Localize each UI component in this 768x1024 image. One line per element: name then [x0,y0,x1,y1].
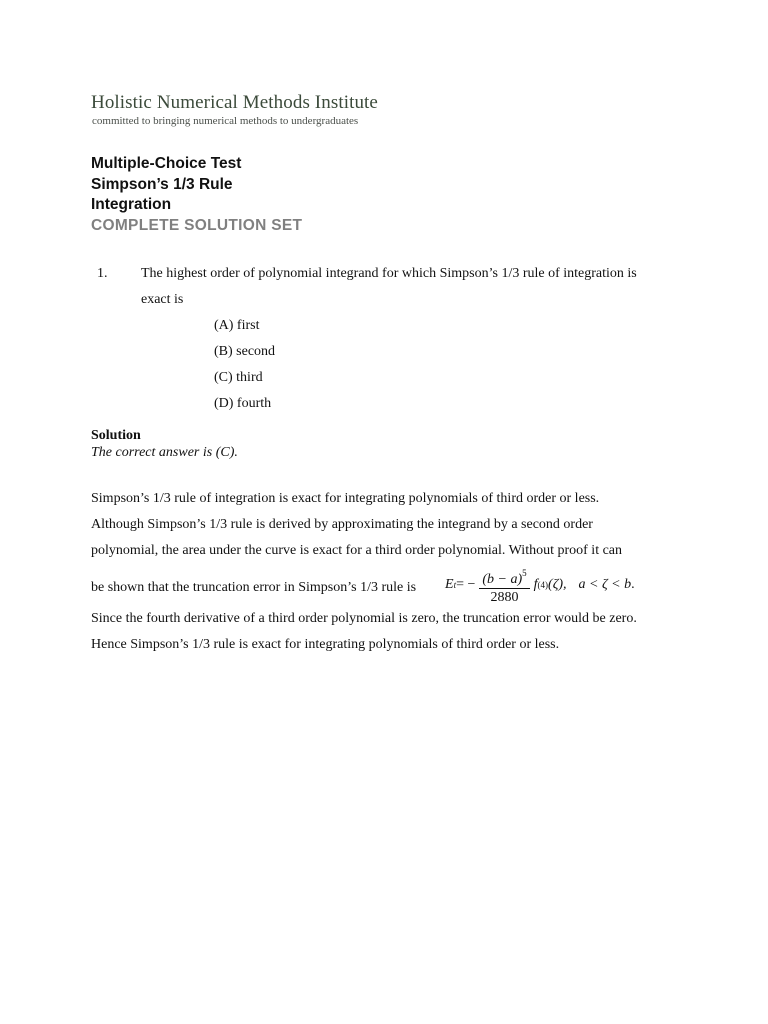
question-text-line-2: exact is [141,291,184,307]
formula-equals: = − [456,577,476,592]
institute-logo [91,92,378,128]
option-b: (B) second [214,344,276,359]
option-a: (A) first [214,318,260,333]
explanation-line-6: Hence Simpson’s 1/3 rule is exact for integrating polynomials of third order or less. [91,637,560,652]
formula-denominator: 2880 [490,589,519,605]
question-1 [91,261,691,417]
formula-lhs: E [445,577,454,592]
question-text-line-1: The highest order of polynomial integrand for which Simpson’s 1/3 rule of integration is [141,266,637,281]
question-text [141,261,691,312]
correct-answer: The correct answer is (C). [91,445,238,460]
formula-line [91,564,691,606]
solution-block [91,427,238,461]
explanation-line-2: Although Simpson’s 1/3 rule is derived by approximating the integrand by a second order [91,517,593,532]
formula-numerator [479,565,529,589]
document-heading [91,154,302,236]
solution-heading: Solution [91,428,141,443]
formula-end: . [631,577,635,592]
formula-function-argument: (ζ), [548,577,567,592]
formula-fraction [479,565,529,606]
formula-function: f [533,577,538,592]
formula-function-order: (4) [537,580,549,590]
explanation-line-1: Simpson’s 1/3 rule of integration is exact for integrating polynomials of third order or less. [91,491,600,506]
explanation-line-4: be shown that the truncation error in Simpson’s 1/3 rule is [91,580,417,595]
formula-lhs-subscript: t [453,580,457,590]
subtitle: COMPLETE SOLUTION SET [91,216,303,234]
explanation [91,486,691,658]
logo-tagline: committed to bringing numerical methods to undergraduates [92,115,359,127]
option-c: (C) third [214,370,263,385]
option-d: (D) fourth [214,396,272,411]
title-line-1: Multiple-Choice Test [91,155,242,172]
formula-numerator-base: (b − a) [482,571,523,587]
truncation-error-formula [445,564,635,606]
question-number: 1. [97,266,108,281]
title-line-3: Integration [91,196,172,213]
explanation-line-3: polynomial, the area under the curve is exact for a third order polynomial. Without proof it can [91,543,623,558]
title-line-2: Simpson’s 1/3 Rule [91,175,233,193]
formula-condition: a < ζ < b [578,577,632,592]
formula-numerator-exponent: 5 [522,567,527,578]
answer-options [214,313,691,417]
logo-name: Holistic Numerical Methods Institute [91,92,378,113]
explanation-line-5: Since the fourth derivative of a third order polynomial is zero, the truncation error would be zero. [91,611,637,626]
